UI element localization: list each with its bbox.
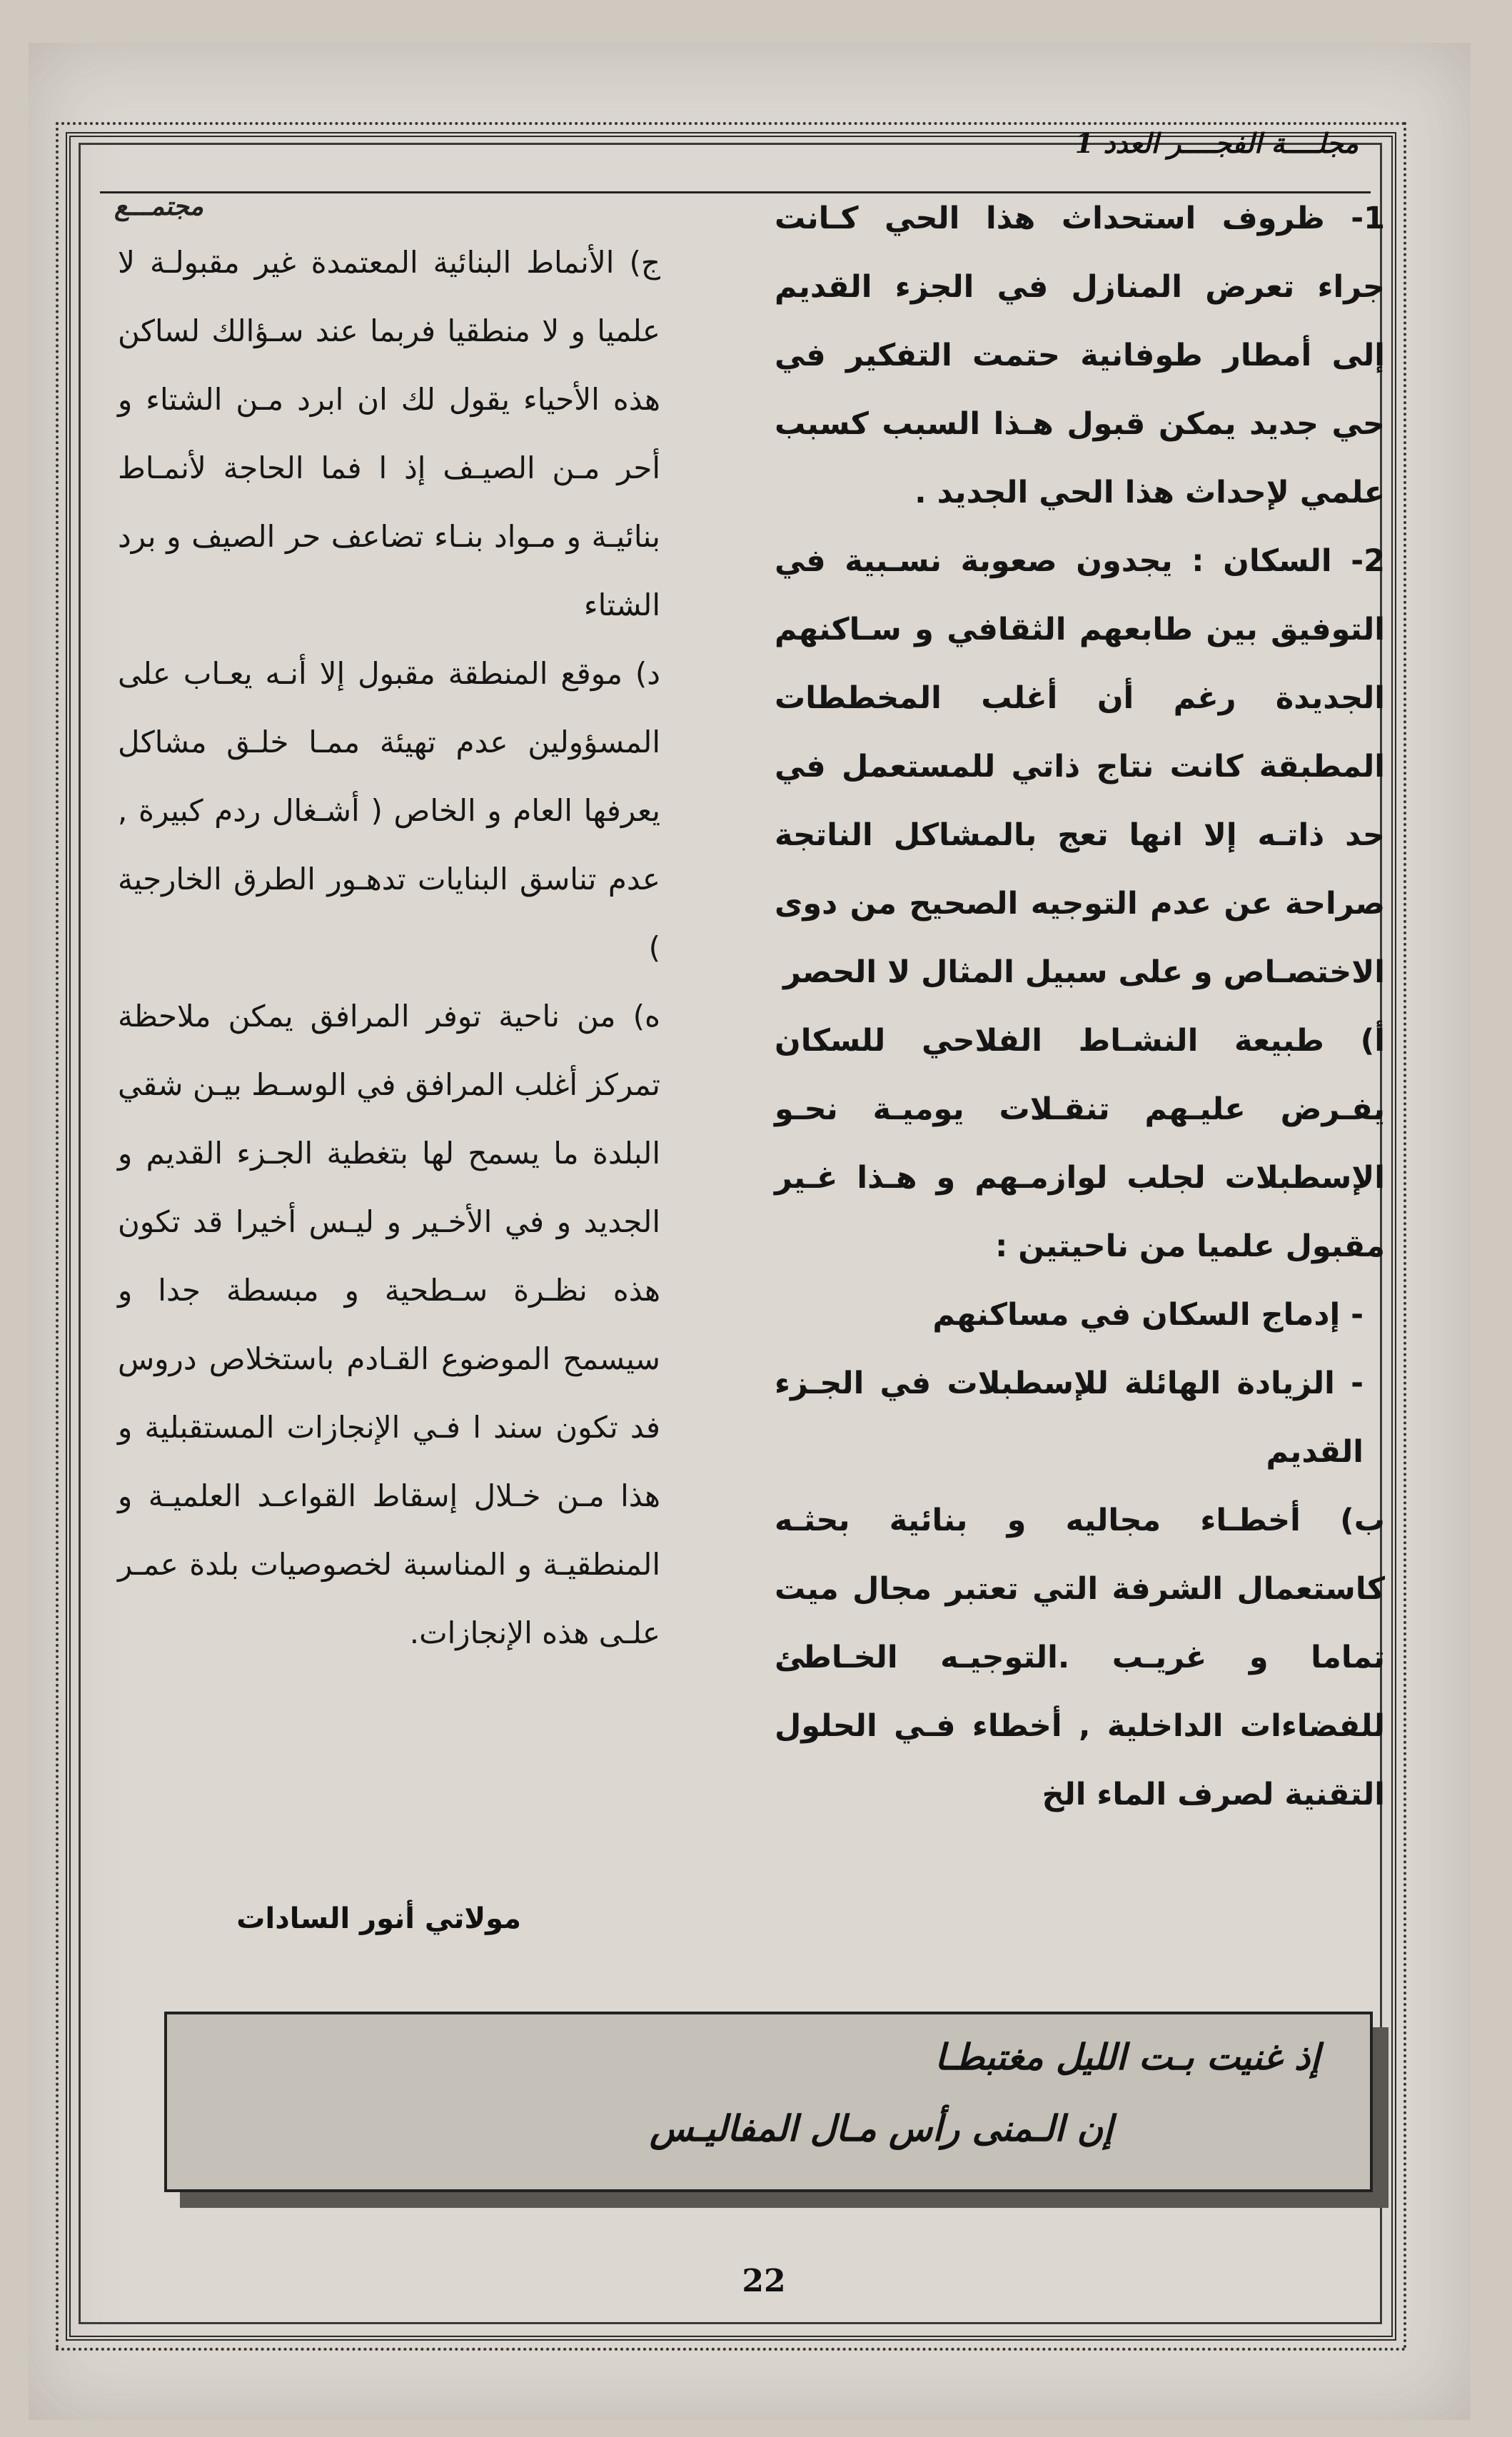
list-item: - الزيادة الهائلة للإسطبلات في الجـزء القديم bbox=[775, 1366, 1364, 1470]
quote-line-2: إن الـمنى رأس مـال المفاليـس bbox=[649, 2107, 1113, 2149]
paragraph-a: أ) طبيعة النشـاط الفلاحي للسكان يفـرض عليـهم تنقـلات يوميـة نحـو الإسطبلات لجلب لوازمـهم و هـذا غـير مقبول علميا من ناحيتين : bbox=[775, 1023, 1385, 1264]
paragraph-e: ه) من ناحية توفر المرافق يمكن ملاحظة تمركز أغلب المرافق في الوسـط بيـن شقي البلدة ما يسمح لها بتغطية الجـزء القديم و الجديد و في الأخـير و ليـس أخيرا قد تكون هذه نظـرة سـطحية و مبسطة جدا و سيسمح الموضوع القـادم باستخلاص دروس فد تكون سند ا فـي الإنجازات المستقبلية و هذا مـن خـلال إسقاط القواعـد العلميـة و المنطقيـة و المناسبة لخصوصيات بلدة عمـر علـى هذه الإنجازات. bbox=[118, 999, 660, 1650]
author-name: مولاتي أنور السادات bbox=[236, 1902, 521, 1935]
paragraph-d: د) موقع المنطقة مقبول إلا أنـه يعـاب على المسؤولين عدم تهيئة ممـا خلـق مشاكل يعرفها العام و الخاص ( أشـغال ردم كبيرة , عدم تناسق البنايات تدهـور الطرق الخارجية ) bbox=[118, 656, 660, 965]
quote-box bbox=[164, 2012, 1373, 2192]
paragraph-c: ج) الأنماط البنائية المعتمدة غير مقبولـة لا علميا و لا منطقيا فربما عند سـؤالك لساكن هذه الأحياء يقول لك ان ابرد مـن الشتاء و أحر مـن الصيـف إذ ا فما الحاجة لأنمـاط بنائيـة و مـواد بنـاء تضاعف حر الصيف و برد الشتاء bbox=[118, 245, 660, 622]
page-number: 22 bbox=[742, 2263, 786, 2299]
right-column bbox=[775, 184, 1385, 1829]
paragraph-2: 2- السكان : يجدون صعوبة نسـبية في التوفيق بين طابعهم الثقافي و سـاكنهم الجديدة رغم أن أغلب المخططات المطبقة كانت نتاج ذاتي للمستعمل في حد ذاتـه إلا انها تعج بالمشاكل الناتجة صراحة عن عدم التوجيه الصحيح من دوى الاختصـاص و على سبيل المثال لا الحصر bbox=[775, 543, 1385, 990]
left-column bbox=[118, 228, 660, 1667]
quote-line-1: إذ غنيت بـت الليل مغتبطـا bbox=[934, 2036, 1320, 2078]
list-item: - إدماج السكان في مساكنهم bbox=[932, 1297, 1364, 1333]
paragraph-1: 1- ظروف استحداث هذا الحي كـانت جراء تعرض المنازل في الجزء القديم إلى أمطار طوفانية حتمت التفكير في حي جديد يمكن قبول هـذا السبب كسبب علمي لإحداث هذا الحي الجديد . bbox=[775, 201, 1385, 510]
journal-title: مجلــــة الفجــــر العدد 1 bbox=[1074, 127, 1359, 159]
section-label: مجتمـــع bbox=[114, 191, 203, 221]
paragraph-b: ب) أخطـاء مجاليه و بنائية بحثـه كاستعمال الشرفة التي تعتبر مجال ميت تماما و غريـب .التوجيـه الخـاطئ للفضاءات الداخلية , أخطاء فـي الحلول التقنية لصرف الماء الخ bbox=[775, 1503, 1385, 1812]
